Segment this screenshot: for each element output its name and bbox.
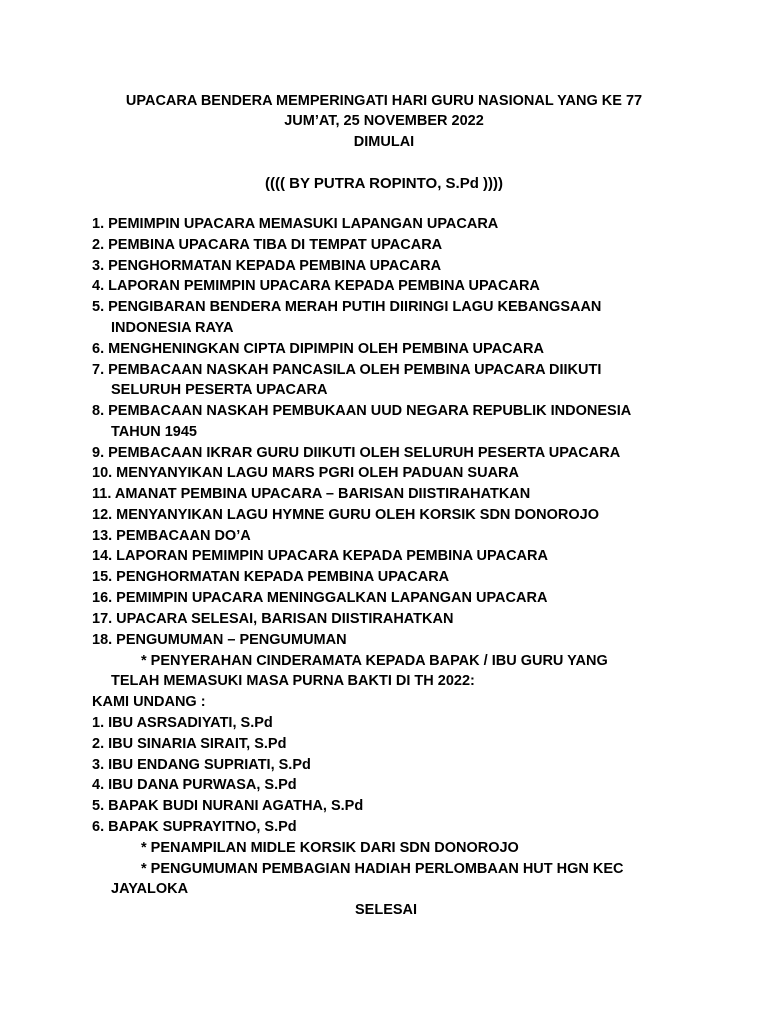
invitee-item: 2. IBU SINARIA SIRAIT, S.Pd [92, 736, 287, 752]
invite-label: KAMI UNDANG : [92, 694, 206, 710]
document-title: UPACARA BENDERA MEMPERINGATI HARI GURU NASIONAL YANG KE 77 [125, 93, 643, 109]
agenda-item: 10. MENYANYIKAN LAGU MARS PGRI OLEH PADUAN SUARA [92, 465, 519, 481]
closing-label: SELESAI [355, 902, 418, 918]
announcement-line: TELAH MEMASUKI MASA PURNA BAKTI DI TH 2022: [111, 673, 475, 689]
agenda-item-continuation: INDONESIA RAYA [111, 320, 234, 336]
invitee-item: 1. IBU ASRSADIYATI, S.Pd [92, 715, 273, 731]
author-line: (((( BY PUTRA ROPINTO, S.Pd )))) [264, 175, 504, 192]
agenda-item: 4. LAPORAN PEMIMPIN UPACARA KEPADA PEMBINA UPACARA [92, 278, 540, 294]
invitee-item: 5. BAPAK BUDI NURANI AGATHA, S.Pd [92, 798, 364, 814]
agenda-item: 3. PENGHORMATAN KEPADA PEMBINA UPACARA [92, 258, 442, 274]
agenda-item: 7. PEMBACAAN NASKAH PANCASILA OLEH PEMBINA UPACARA DIIKUTI [92, 362, 602, 378]
extra-item: * PENGUMUMAN PEMBAGIAN HADIAH PERLOMBAAN HUT HGN KEC [141, 861, 624, 877]
agenda-item: 2. PEMBINA UPACARA TIBA DI TEMPAT UPACARA [92, 237, 443, 253]
agenda-item: 6. MENGHENINGKAN CIPTA DIPIMPIN OLEH PEMBINA UPACARA [92, 341, 544, 357]
agenda-item: 15. PENGHORMATAN KEPADA PEMBINA UPACARA [92, 569, 450, 585]
agenda-item: 11. AMANAT PEMBINA UPACARA – BARISAN DIISTIRAHATKAN [92, 486, 531, 502]
agenda-item-continuation: TAHUN 1945 [111, 424, 197, 440]
extra-item: * PENAMPILAN MIDLE KORSIK DARI SDN DONOROJO [141, 840, 519, 856]
agenda-item: 8. PEMBACAAN NASKAH PEMBUKAAN UUD NEGARA REPUBLIK INDONESIA [92, 403, 632, 419]
extra-item-continuation: JAYALOKA [111, 881, 189, 897]
document-date: JUM’AT, 25 NOVEMBER 2022 [284, 113, 484, 129]
agenda-item: 5. PENGIBARAN BENDERA MERAH PUTIH DIIRINGI LAGU KEBANGSAAN [92, 299, 602, 315]
invitee-item: 4. IBU DANA PURWASA, S.Pd [92, 777, 297, 793]
agenda-item: 17. UPACARA SELESAI, BARISAN DIISTIRAHATKAN [92, 611, 454, 627]
start-label: DIMULAI [353, 134, 415, 150]
agenda-item: 1. PEMIMPIN UPACARA MEMASUKI LAPANGAN UPACARA [92, 216, 499, 232]
agenda-item: 13. PEMBACAAN DO’A [92, 528, 251, 544]
invitee-item: 3. IBU ENDANG SUPRIATI, S.Pd [92, 757, 311, 773]
agenda-item: 14. LAPORAN PEMIMPIN UPACARA KEPADA PEMBINA UPACARA [92, 548, 548, 564]
agenda-item: 9. PEMBACAAN IKRAR GURU DIIKUTI OLEH SELURUH PESERTA UPACARA [92, 445, 621, 461]
announcement-line: * PENYERAHAN CINDERAMATA KEPADA BAPAK / IBU GURU YANG [141, 653, 608, 669]
agenda-item: 16. PEMIMPIN UPACARA MENINGGALKAN LAPANGAN UPACARA [92, 590, 548, 606]
invitee-item: 6. BAPAK SUPRAYITNO, S.Pd [92, 819, 297, 835]
agenda-item-continuation: SELURUH PESERTA UPACARA [111, 382, 328, 398]
agenda-item: 18. PENGUMUMAN – PENGUMUMAN [92, 632, 347, 648]
agenda-item: 12. MENYANYIKAN LAGU HYMNE GURU OLEH KORSIK SDN DONOROJO [92, 507, 600, 523]
